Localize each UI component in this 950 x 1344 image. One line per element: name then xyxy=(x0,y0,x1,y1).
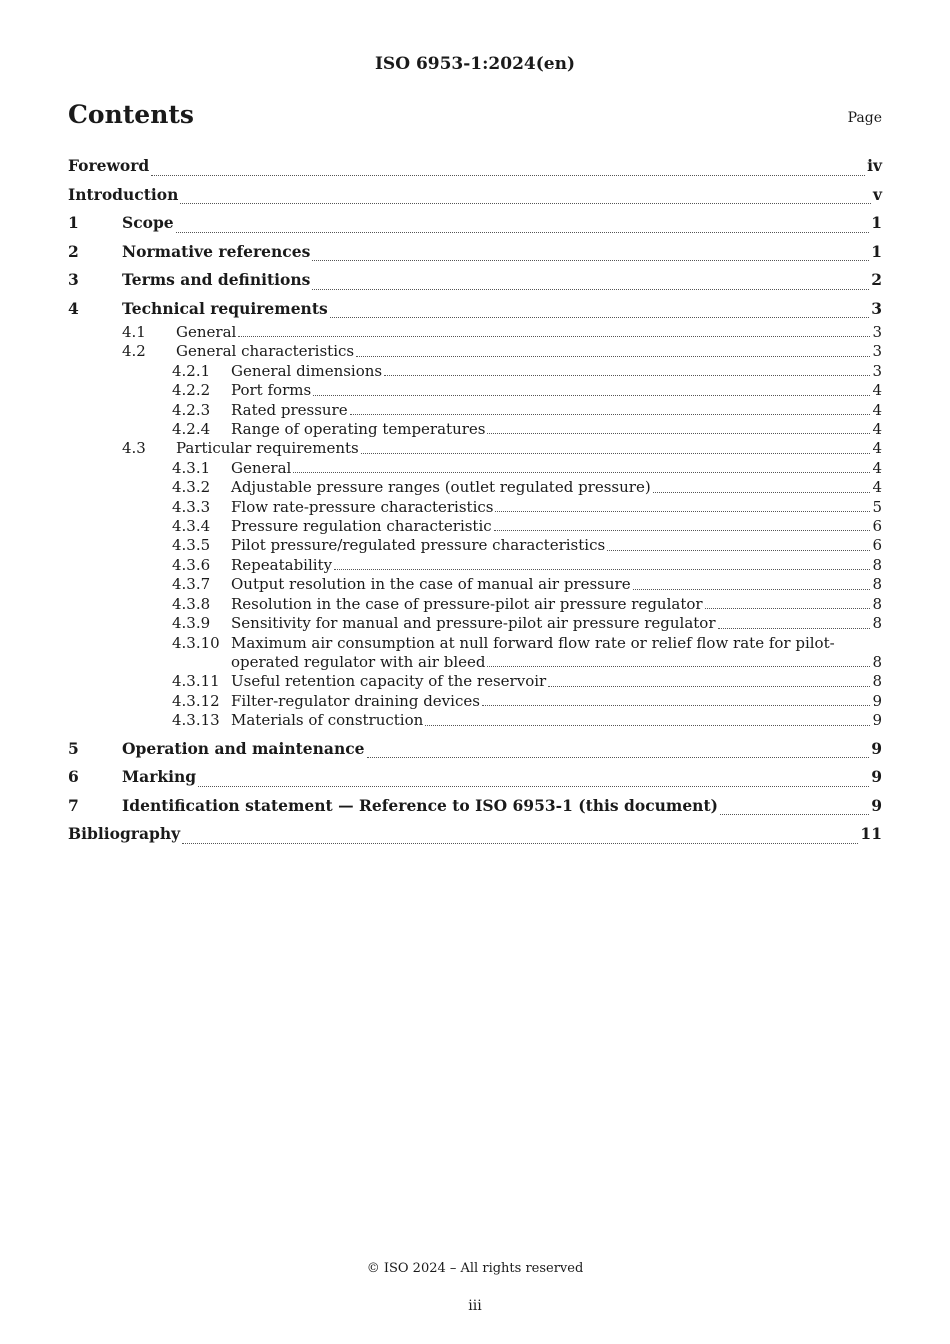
toc-entry-number: 4.2.3 xyxy=(172,400,211,419)
toc-entry-number: 4.3.12 xyxy=(172,691,220,710)
toc-entry-title: Terms and definitions xyxy=(122,270,311,289)
toc-entry-title: Port forms xyxy=(231,381,312,400)
toc-entry[interactable] xyxy=(68,763,882,792)
toc-entry-title: Resolution in the case of pressure-pilot air pressure regulator xyxy=(231,594,703,613)
toc-entry[interactable] xyxy=(68,634,882,673)
toc-entry[interactable] xyxy=(68,362,882,381)
toc-entry-number: 4.3.7 xyxy=(172,575,211,594)
toc-entry-page: 3 xyxy=(872,342,882,361)
toc-entry[interactable] xyxy=(68,614,882,633)
toc-entry[interactable] xyxy=(68,692,882,711)
toc-entry[interactable] xyxy=(68,792,882,821)
toc-entry-title: Output resolution in the case of manual air pressure xyxy=(231,575,631,594)
toc-entry-title: General xyxy=(176,323,237,341)
toc-entry-title: Pressure regulation characteristic xyxy=(231,517,492,536)
toc-entry-page: 1 xyxy=(871,241,882,261)
toc-entry-page: 11 xyxy=(860,824,882,844)
toc-entry[interactable] xyxy=(68,672,882,691)
toc-entry[interactable] xyxy=(68,556,882,575)
toc-entry-title: Pilot pressure/regulated pressure characteristics xyxy=(231,536,606,555)
table-of-contents xyxy=(68,152,882,849)
dot-leader xyxy=(238,336,870,337)
toc-entry-page: 6 xyxy=(872,536,882,555)
toc-entry-title: Particular requirements xyxy=(176,439,359,458)
toc-entry-number: 4.3.6 xyxy=(172,555,211,574)
toc-entry-number: 6 xyxy=(68,767,79,787)
toc-entry-page: 8 xyxy=(872,575,882,594)
document-id-header: ISO 6953-1:2024(en) xyxy=(374,54,575,74)
dot-leader xyxy=(293,472,870,473)
contents-title: Contents xyxy=(68,100,195,129)
toc-entry[interactable] xyxy=(68,420,882,439)
toc-entry-title: Marking xyxy=(122,767,197,787)
toc-entry-page: 9 xyxy=(872,711,882,730)
dot-leader xyxy=(334,569,870,570)
dot-leader xyxy=(384,375,870,376)
toc-entry-number: 4.3.2 xyxy=(172,478,211,497)
page-column-label: Page xyxy=(847,110,882,126)
toc-entry-page: 4 xyxy=(872,400,882,419)
toc-entry-title: Materials of construction xyxy=(231,711,424,730)
toc-entry-number: 4.3.5 xyxy=(172,536,211,555)
toc-entry-page: 9 xyxy=(871,795,882,815)
toc-entry-title: General characteristics xyxy=(176,342,355,361)
copyright-notice: © ISO 2024 – All rights reserved xyxy=(366,1261,584,1276)
toc-entry-page: 4 xyxy=(872,478,882,497)
toc-entry-title: Bibliography xyxy=(68,824,181,844)
dot-leader xyxy=(653,492,871,493)
toc-entry-title: Foreword xyxy=(68,156,150,175)
toc-entry[interactable] xyxy=(68,238,882,267)
dot-leader xyxy=(151,175,865,176)
dot-leader xyxy=(487,433,870,434)
toc-entry-title: Rated pressure xyxy=(231,400,348,419)
toc-entry-page: 6 xyxy=(872,517,882,536)
toc-entry[interactable] xyxy=(68,381,882,400)
toc-entry-page: 4 xyxy=(872,381,882,400)
dot-leader xyxy=(705,608,871,609)
toc-entry[interactable] xyxy=(68,295,882,324)
toc-entry-page: 8 xyxy=(872,672,882,691)
dot-leader xyxy=(312,260,869,261)
toc-entry-number: 4.3.4 xyxy=(172,517,211,536)
toc-entry-page: 3 xyxy=(872,323,882,341)
dot-leader xyxy=(487,666,870,667)
dot-leader xyxy=(367,757,870,758)
toc-entry-title: Repeatability xyxy=(231,555,333,574)
toc-entry[interactable] xyxy=(68,459,882,478)
toc-entry-number: 4 xyxy=(68,298,79,318)
toc-entry[interactable] xyxy=(68,266,882,295)
toc-entry-number: 4.3.13 xyxy=(172,711,220,730)
dot-leader xyxy=(350,414,871,415)
toc-entry-page: 3 xyxy=(872,361,882,380)
dot-leader xyxy=(494,530,871,531)
dot-leader xyxy=(180,203,871,204)
toc-entry[interactable] xyxy=(68,575,882,594)
toc-entry-number: 4.3.8 xyxy=(172,594,211,613)
dot-leader xyxy=(356,356,870,357)
toc-entry-page: 2 xyxy=(871,270,882,289)
toc-entry-page: 4 xyxy=(872,458,882,477)
toc-entry-title: Operation and maintenance xyxy=(122,738,365,758)
dot-leader xyxy=(548,686,870,687)
toc-entry-page: 3 xyxy=(871,298,882,318)
toc-entry[interactable] xyxy=(68,181,882,210)
dot-leader xyxy=(198,786,869,787)
toc-entry[interactable] xyxy=(68,595,882,614)
toc-entry-title-continued: operated regulator with air bleed xyxy=(231,652,486,671)
dot-leader xyxy=(495,511,870,512)
toc-entry-page: 4 xyxy=(872,420,882,439)
toc-entry-title: Range of operating temperatures xyxy=(231,420,486,439)
toc-entry-number: 2 xyxy=(68,241,79,261)
dot-leader xyxy=(361,453,871,454)
dot-leader xyxy=(425,725,870,726)
toc-entry-number: 4.3.3 xyxy=(172,497,211,516)
toc-entry-number: 4.3 xyxy=(122,439,146,458)
toc-entry-number: 1 xyxy=(68,213,79,232)
toc-entry-number: 4.1 xyxy=(122,323,146,341)
dot-leader xyxy=(176,232,870,233)
toc-entry-title: Scope xyxy=(122,213,174,232)
toc-entry-page: 8 xyxy=(872,614,882,633)
toc-entry-number: 4.2.1 xyxy=(172,361,211,380)
dot-leader xyxy=(330,317,869,318)
dot-leader xyxy=(312,289,869,290)
toc-entry-number: 4.3.10 xyxy=(172,633,220,652)
toc-entry-title: Filter-regulator draining devices xyxy=(231,691,480,710)
toc-entry-title: Adjustable pressure ranges (outlet regulated pressure) xyxy=(231,478,651,497)
toc-entry-number: 5 xyxy=(68,738,79,758)
toc-entry[interactable] xyxy=(68,439,882,458)
toc-entry-title: Technical requirements xyxy=(122,298,328,318)
toc-entry[interactable] xyxy=(68,820,882,849)
toc-entry-page: 5 xyxy=(872,497,882,516)
toc-entry[interactable] xyxy=(68,342,882,361)
toc-entry[interactable] xyxy=(68,711,882,730)
dot-leader xyxy=(182,843,858,844)
toc-entry-page: iv xyxy=(867,156,882,175)
toc-entry[interactable] xyxy=(68,209,882,238)
toc-entry-number: 4.2 xyxy=(122,342,146,361)
toc-entry[interactable] xyxy=(68,152,882,181)
toc-entry-title: Maximum air consumption at null forward flow rate or relief flow rate for pilot- xyxy=(231,633,835,652)
toc-entry[interactable] xyxy=(68,517,882,536)
toc-entry[interactable] xyxy=(68,323,882,342)
toc-entry-page: 8 xyxy=(872,555,882,574)
toc-entry-title: Sensitivity for manual and pressure-pilot air pressure regulator xyxy=(231,614,716,633)
toc-entry-title: Flow rate-pressure characteristics xyxy=(231,497,494,516)
dot-leader xyxy=(633,589,871,590)
toc-entry-page: 4 xyxy=(872,439,882,458)
dot-leader xyxy=(313,395,870,396)
toc-entry-page: 9 xyxy=(871,738,882,758)
toc-entry-page: v xyxy=(872,184,882,204)
toc-entry-number: 4.2.4 xyxy=(172,420,211,439)
toc-entry[interactable] xyxy=(68,536,882,555)
toc-entry-number: 7 xyxy=(68,795,79,815)
toc-entry[interactable] xyxy=(68,735,882,764)
toc-entry-title: Identification statement — Reference to ISO 6953-1 (this document) xyxy=(122,795,718,815)
toc-entry-page: 8 xyxy=(872,652,882,671)
toc-entry-title: Normative references xyxy=(122,241,311,261)
toc-entry-number: 4.3.11 xyxy=(172,672,220,691)
toc-entry-page: 1 xyxy=(871,213,882,232)
dot-leader xyxy=(482,705,871,706)
toc-entry-page: 9 xyxy=(872,691,882,710)
toc-entry-number: 3 xyxy=(68,270,79,289)
toc-entry-title: Introduction xyxy=(68,184,179,204)
toc-entry[interactable] xyxy=(68,478,882,497)
toc-entry[interactable] xyxy=(68,498,882,517)
page-number: iii xyxy=(468,1298,482,1314)
toc-entry-title: General xyxy=(231,458,292,477)
toc-entry-page: 8 xyxy=(872,594,882,613)
toc-entry-page: 9 xyxy=(871,767,882,787)
toc-entry-number: 4.2.2 xyxy=(172,381,211,400)
toc-entry-title: General dimensions xyxy=(231,361,383,380)
dot-leader xyxy=(720,814,869,815)
toc-entry-number: 4.3.1 xyxy=(172,458,211,477)
toc-entry-title: Useful retention capacity of the reservoir xyxy=(231,672,547,691)
dot-leader xyxy=(718,628,871,629)
toc-entry[interactable] xyxy=(68,401,882,420)
dot-leader xyxy=(607,550,870,551)
toc-entry-number: 4.3.9 xyxy=(172,614,211,633)
